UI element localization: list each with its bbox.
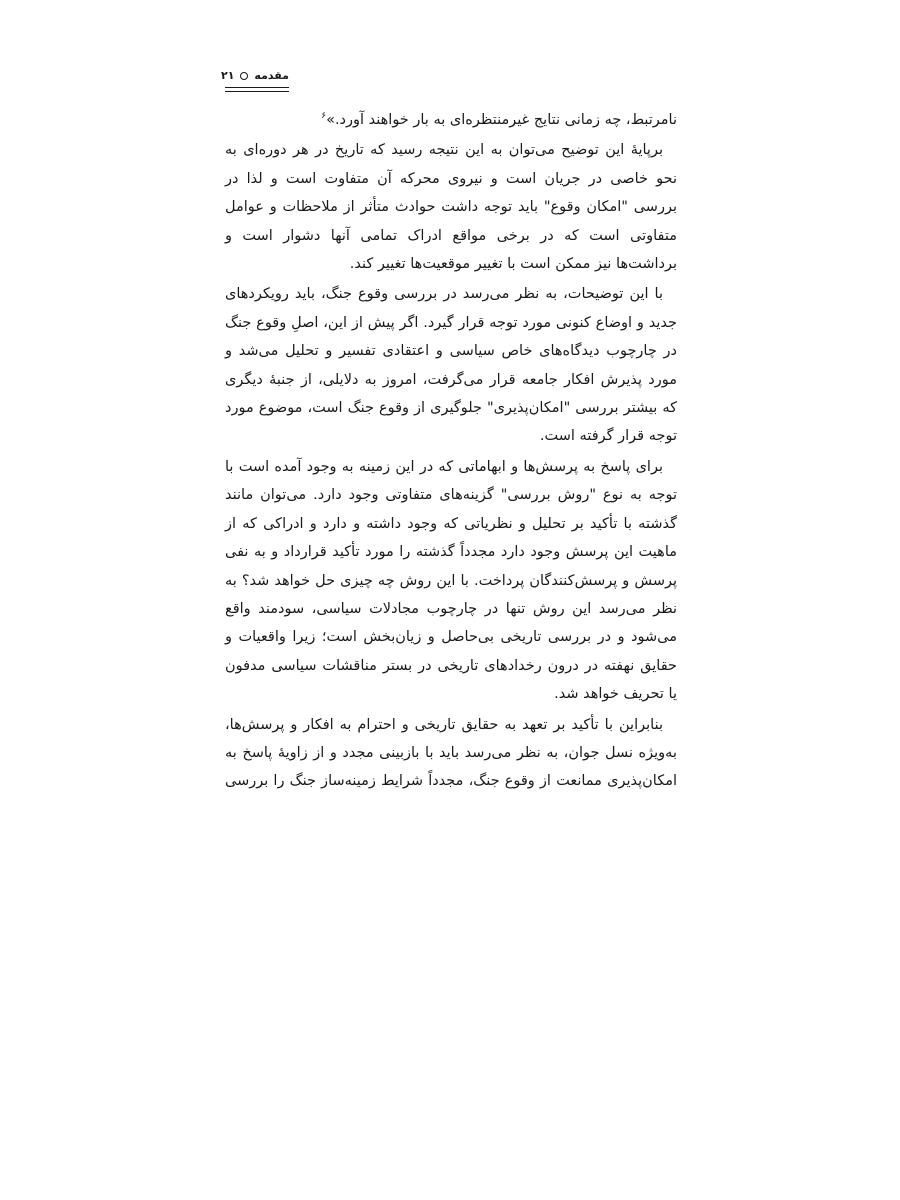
header-double-rule — [225, 87, 289, 92]
circle-ornament-icon — [240, 72, 248, 80]
paragraph-text: نامرتبط، چه زمانی نتایج غیرمنتظره‌ای به بار خواهند آورد.» — [326, 112, 677, 128]
running-header — [220, 68, 289, 84]
section-title: مقدمه — [254, 69, 289, 82]
paragraph: بنابراین با تأکید بر تعهد به حقایق تاریخی و احترام به افکار و پرسش‌ها، به‌ویژه نسل جوان، به نظر می‌رسد باید با بازبینی مجدد و از زاویهٔ پاسخ به امکان‌پذیری ممانعت از وقوع جنگ، مجدداً شرایط زمینه‌ساز جنگ را بررسی — [225, 716, 677, 790]
page-number: ۲۱ — [220, 69, 235, 82]
paragraph: برای پاسخ به پرسش‌ها و ابهاماتی که در این زمینه به وجود آمده است با توجه به نوع "روش بررسی" گزینه‌های متفاوتی وجود دارد. می‌توان مانند گذشته با تأکید بر تحلیل و نظریاتی که وجود داشته و دارد و ادراکی که از ماهیت این پرسش وجود دارد مجدداً گذشته را مورد تأکید قرارداد و به نفی پرسش و پرسش‌کنندگان پرداخت. با این روش چه چیزی حل خواهد شد؟ به نظر می‌رسد این روش تنها در چارچوب مجادلات سیاسی، سودمند واقع می‌شود و در بررسی تاریخی بی‌حاصل و زیان‌بخش است؛ زیرا واقعیات و حقایق نهفته در درون رخدادهای تاریخی در بستر مناقشات سیاسی مدفون یا تحریف خواهد شد. — [225, 458, 677, 703]
footnote-marker: ۶ — [321, 111, 327, 122]
body-text — [225, 106, 677, 798]
paragraph-continuation — [225, 106, 677, 134]
paragraph: با این توضیحات، به نظر می‌رسد در بررسی وقوع جنگ، باید رویکردهای جدید و اوضاع کنونی مورد توجه قرار گیرد. اگر پیش از این، اصلِ وقوع جنگ در چارچوب دیدگاه‌های خاص سیاسی و اعتقادی تفسیر و تحلیل می‌شد و مورد پذیرش افکار جامعه قرار می‌گرفت، امروز به دلایلی، از جنبهٔ دیگری که بیشتر بررسی "امکان‌پذیری" جلوگیری از وقوع جنگ است، موضوع مورد توجه قرار گرفته است. — [225, 286, 677, 445]
paragraph: برپایهٔ این توضیح می‌توان به این نتیجه رسید که تاریخ در هر دوره‌ای به نحو خاصی در جریان است و نیروی محرکه آن متفاوت است و لذا در بررسی "امکان وقوع" باید توجه داشت حوادث متأثر از ملاحظات و عوامل متفاوتی است که در برخی مواقع ادراک تمامی آنها دشوار است و برداشت‌ها نیز ممکن است با تغییر موقعیت‌ها تغییر کند. — [225, 142, 677, 273]
